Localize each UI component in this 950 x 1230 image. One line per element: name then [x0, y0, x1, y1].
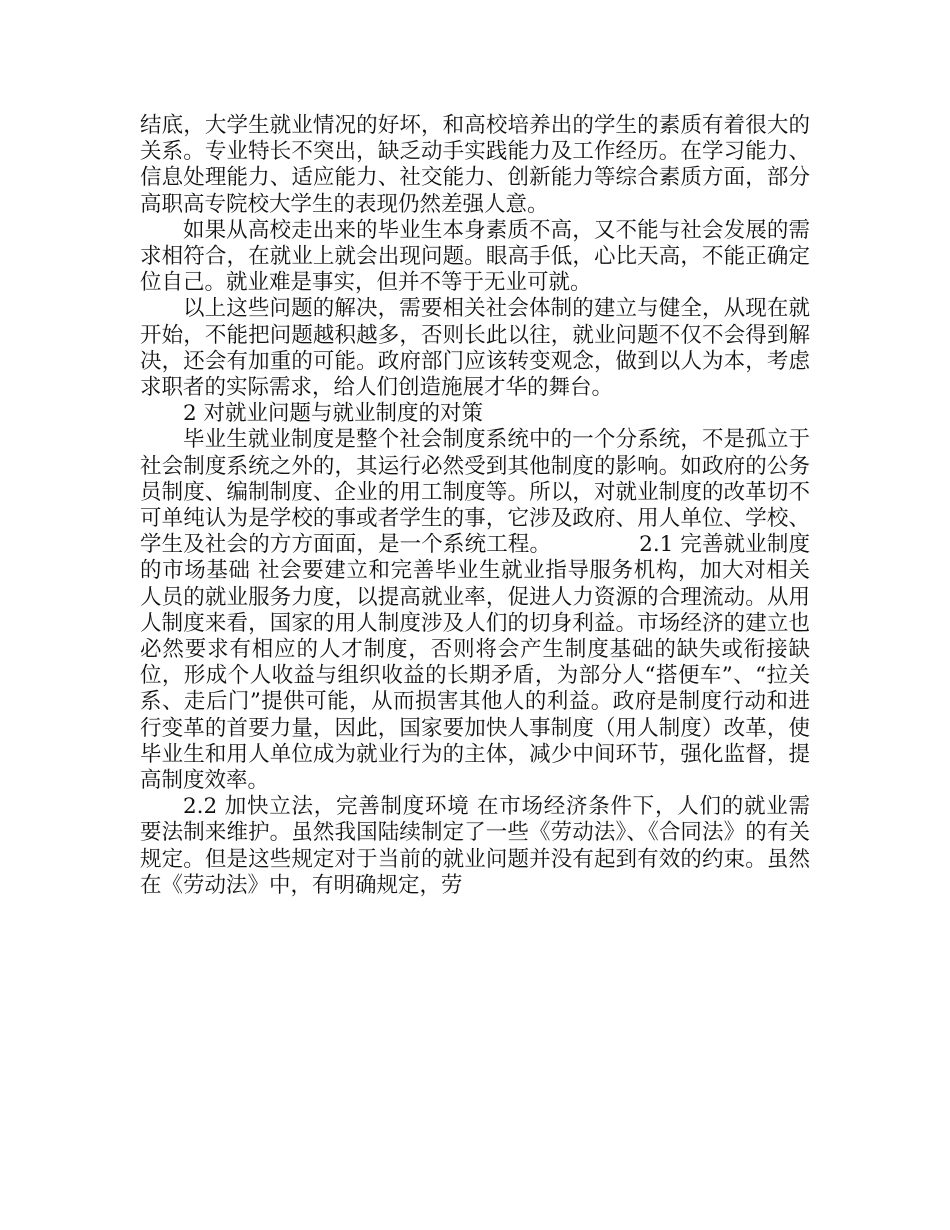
document-page	[140, 113, 810, 899]
paragraph-graduate-quality: 如果从高校走出来的毕业生本身素质不高，又不能与社会发展的需求相符合，在就业上就会出现问题。眼高手低，心比天高，不能正确定位自己。就业难是事实，但并不等于无业可就。	[140, 217, 810, 296]
paragraph-employment-quality: 结底，大学生就业情况的好坏，和高校培养出的学生的素质有着很大的关系。专业特长不突出，缺乏动手实践能力及工作经历。在学习能力、信息处理能力、适应能力、社交能力、创新能力等综合素质方面，部分高职高专院校大学生的表现仍然差强人意。	[140, 113, 810, 217]
paragraph-employment-system	[140, 427, 810, 794]
section-heading-countermeasures: 2 对就业问题与就业制度的对策	[183, 401, 484, 427]
paragraph-legislation: 2.2 加快立法，完善制度环境 在市场经济条件下，人们的就业需要法制来维护。虽然我国陆续制定了一些《劳动法》、《合同法》的有关规定。但是这些规定对于当前的就业问题并没有起到有效的约束。虽然在《劳动法》中，有明确规定，劳	[140, 794, 810, 898]
paragraph-system-solution: 以上这些问题的解决，需要相关社会体制的建立与健全，从现在就开始，不能把问题越积越多，否则长此以往，就业问题不仅不会得到解决，还会有加重的可能。政府部门应该转变观念，做到以人为本，考虑求职者的实际需求，给人们创造施展才华的舞台。	[140, 296, 810, 401]
paragraph-employment-system-text: 毕业生就业制度是整个社会制度系统中的一个分系统，不是孤立于社会制度系统之外的，其运行必然受到其他制度的影响。如政府的公务员制度、编制制度、企业的用工制度等。所以，对就业制度的改革切不可单纯认为是学校的事或者学生的事，它涉及政府、用人单位、学校、学生及社会的方方面面，是一个系统工程。	[140, 427, 810, 558]
subsection-market-basis-text: 2.1 完善就业制度的市场基础 社会要建立和完善毕业生就业指导服务机构，加大对相关人员的就业服务力度，以提高就业率，促进人力资源的合理流动。从用人制度来看，国家的用人制度涉及人们的切身利益。市场经济的建立也必然要求有相应的人才制度，否则将会产生制度基础的缺失或衔接缺位，形成个人收益与组织收益的长期矛盾，为部分人“搭便车”、“拉关系、走后门”提供可能，从而损害其他人的利益。政府是制度行动和进行变革的首要力量，因此，国家要加快人事制度（用人制度）改革，使毕业生和用人单位成为就业行为的主体，减少中间环节，强化监督，提高制度效率。	[140, 532, 810, 794]
